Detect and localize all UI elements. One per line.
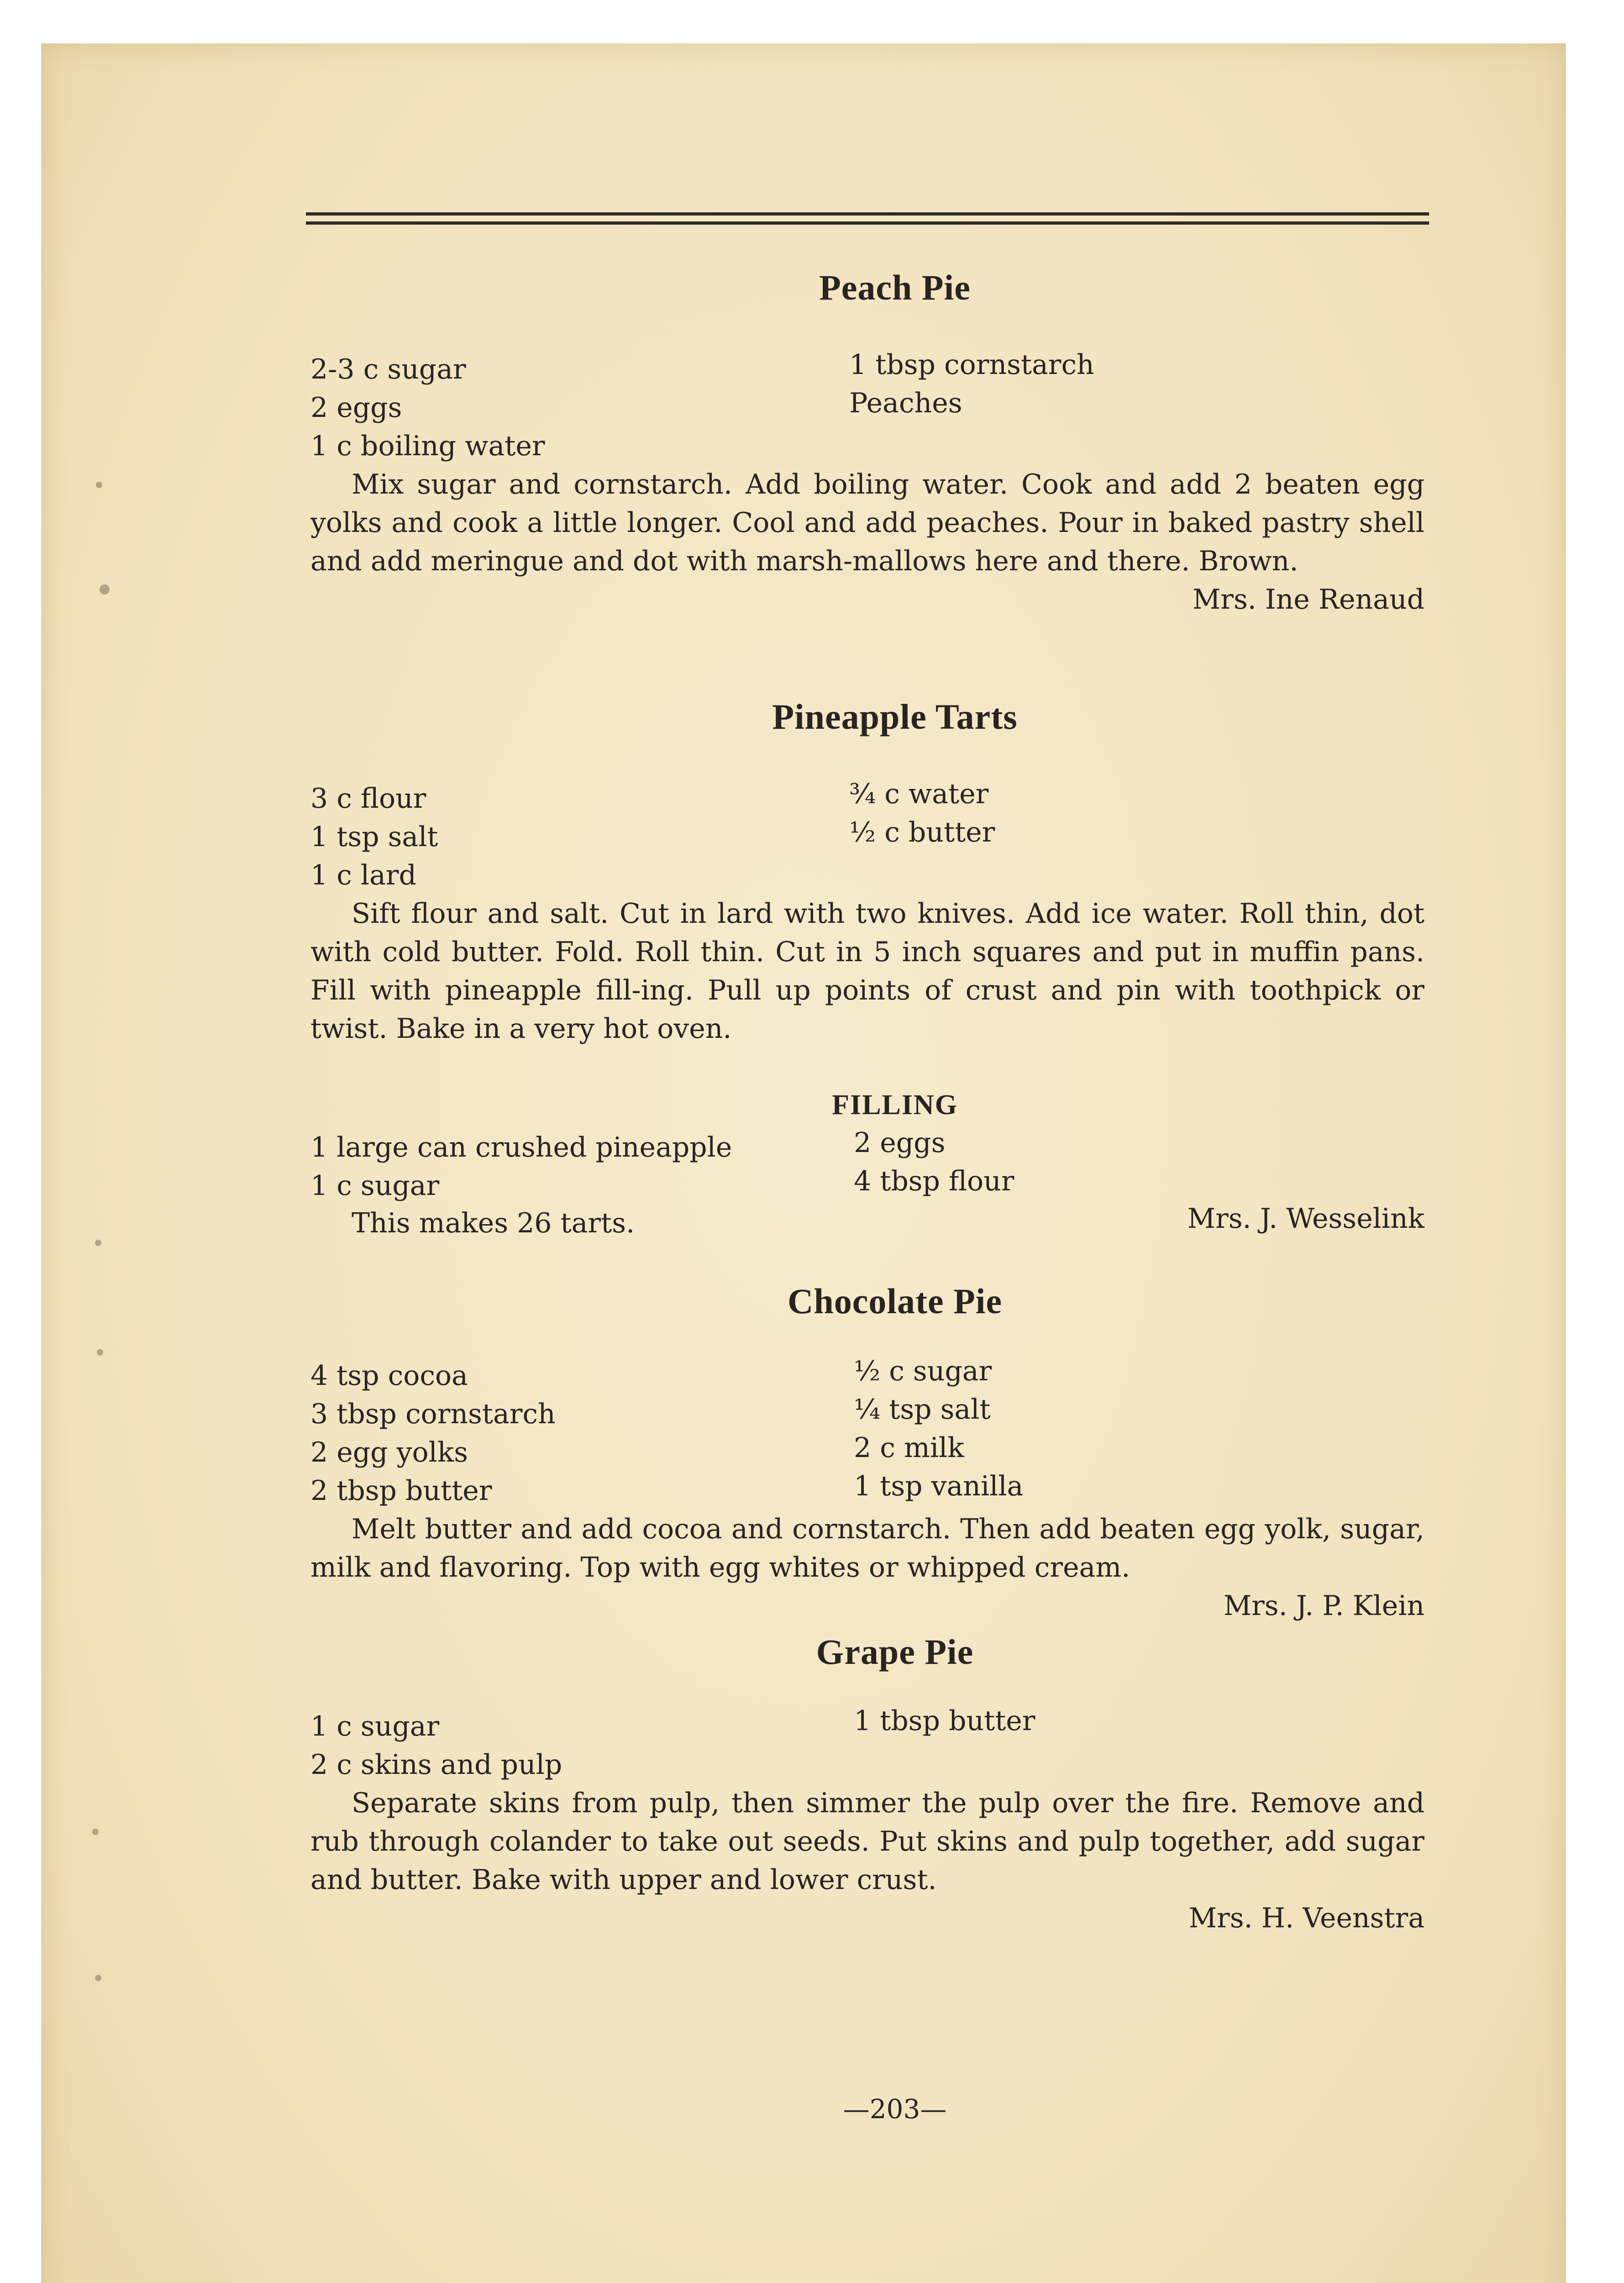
- directions-text: Separate skins from pulp, then simmer the pulp over the fire. Remove and rub through colander to take out seeds. Put skins and pulp together, add sugar and butter. Bake with upper and lower crust.: [310, 1787, 1424, 1896]
- peach-pie-ingredients-left: [310, 350, 545, 465]
- ingredient: 1 c boiling water: [310, 430, 545, 462]
- paper-speck: [95, 1975, 101, 1981]
- ingredient: ½ c butter: [849, 816, 995, 848]
- paper-speck: [100, 584, 110, 594]
- ingredient: 1 large can crushed pineapple: [310, 1131, 732, 1163]
- ingredient: 2 eggs: [310, 392, 402, 424]
- pineapple-tarts-author: Mrs. J. Wesselink: [1187, 1203, 1424, 1235]
- directions-text: Melt butter and add cocoa and cornstarch. Then add beaten egg yolk, sugar, milk and flavoring. Top with egg whites or whipped cream.: [310, 1513, 1424, 1583]
- paper-speck: [92, 1829, 99, 1835]
- chocolate-pie-ingredients-left: [310, 1357, 556, 1510]
- ingredient: ½ c sugar: [854, 1355, 992, 1387]
- directions-text: Sift flour and salt. Cut in lard with two knives. Add ice water. Roll thin, dot with cold butter. Fold. Roll thin. Cut in 5 inch squares and put in muffin pans. Fill with pineapple fill-ing. Pull up points of crust and pin with toothpick or twist. Bake in a very hot oven.: [310, 898, 1424, 1045]
- grape-pie-ingredients-left: [310, 1707, 562, 1784]
- ingredient: 1 c sugar: [310, 1170, 440, 1202]
- ingredient: Peaches: [849, 387, 962, 419]
- ingredient: 1 tsp vanilla: [854, 1470, 1024, 1502]
- ingredient: 2 egg yolks: [310, 1436, 468, 1468]
- header-rule-bottom: [306, 221, 1429, 225]
- chocolate-pie-directions: [310, 1510, 1424, 1625]
- ingredient: ¼ tsp salt: [854, 1394, 991, 1426]
- pineapple-tarts-directions: [310, 894, 1424, 1048]
- directions-text: Mix sugar and cornstarch. Add boiling water. Cook and add 2 beaten egg yolks and cook a little longer. Cool and add peaches. Pour in baked pastry shell and add meringue and dot with marsh-mallows here and there. Brown.: [310, 468, 1424, 577]
- ingredient: 1 c lard: [310, 859, 416, 891]
- peach-pie-ingredients-right: [849, 346, 1094, 422]
- ingredient: 2 c milk: [854, 1432, 964, 1464]
- tarts-yield-note: This makes 26 tarts.: [352, 1207, 635, 1239]
- page-number: —203—: [843, 2094, 947, 2125]
- recipe-title-grape-pie: Grape Pie: [816, 1632, 974, 1672]
- filling-ingredients-right: [854, 1124, 1014, 1200]
- pineapple-tarts-ingredients-right: [849, 775, 995, 852]
- ingredient: 2 eggs: [854, 1127, 946, 1159]
- pineapple-tarts-ingredients-left: [310, 779, 438, 894]
- grape-pie-ingredients-right: [854, 1702, 1035, 1740]
- ingredient: 1 tbsp butter: [854, 1705, 1035, 1737]
- filling-heading: FILLING: [832, 1089, 958, 1120]
- ingredient: 1 tbsp cornstarch: [849, 349, 1094, 381]
- recipe-title-peach-pie: Peach Pie: [819, 268, 971, 307]
- ingredient: 2-3 c sugar: [310, 353, 466, 385]
- grape-pie-directions: [310, 1784, 1424, 1937]
- ingredient: 1 tsp salt: [310, 821, 438, 853]
- ingredient: 3 tbsp cornstarch: [310, 1398, 556, 1430]
- peach-pie-directions: [310, 465, 1424, 619]
- recipe-title-chocolate-pie: Chocolate Pie: [787, 1281, 1003, 1321]
- paper-speck: [97, 1349, 103, 1356]
- chocolate-pie-author: Mrs. J. P. Klein: [1223, 1590, 1424, 1622]
- chocolate-pie-ingredients-right: [854, 1352, 1023, 1505]
- ingredient: 1 c sugar: [310, 1710, 440, 1742]
- grape-pie-author: Mrs. H. Veenstra: [1188, 1902, 1424, 1934]
- recipe-title-pineapple-tarts: Pineapple Tarts: [772, 697, 1018, 736]
- ingredient: 4 tsp cocoa: [310, 1360, 468, 1392]
- ingredient: 4 tbsp flour: [854, 1165, 1014, 1197]
- ingredient: 2 tbsp butter: [310, 1475, 492, 1507]
- header-rule-top: [306, 212, 1429, 216]
- ingredient: ¾ c water: [849, 778, 989, 810]
- paper-speck: [96, 482, 102, 488]
- ingredient: 2 c skins and pulp: [310, 1749, 562, 1781]
- filling-ingredients-left: [310, 1128, 732, 1205]
- paper-speck: [95, 1240, 101, 1246]
- cookbook-page: [41, 43, 1566, 2283]
- ingredient: 3 c flour: [310, 783, 426, 815]
- peach-pie-author: Mrs. Ine Renaud: [1192, 584, 1424, 615]
